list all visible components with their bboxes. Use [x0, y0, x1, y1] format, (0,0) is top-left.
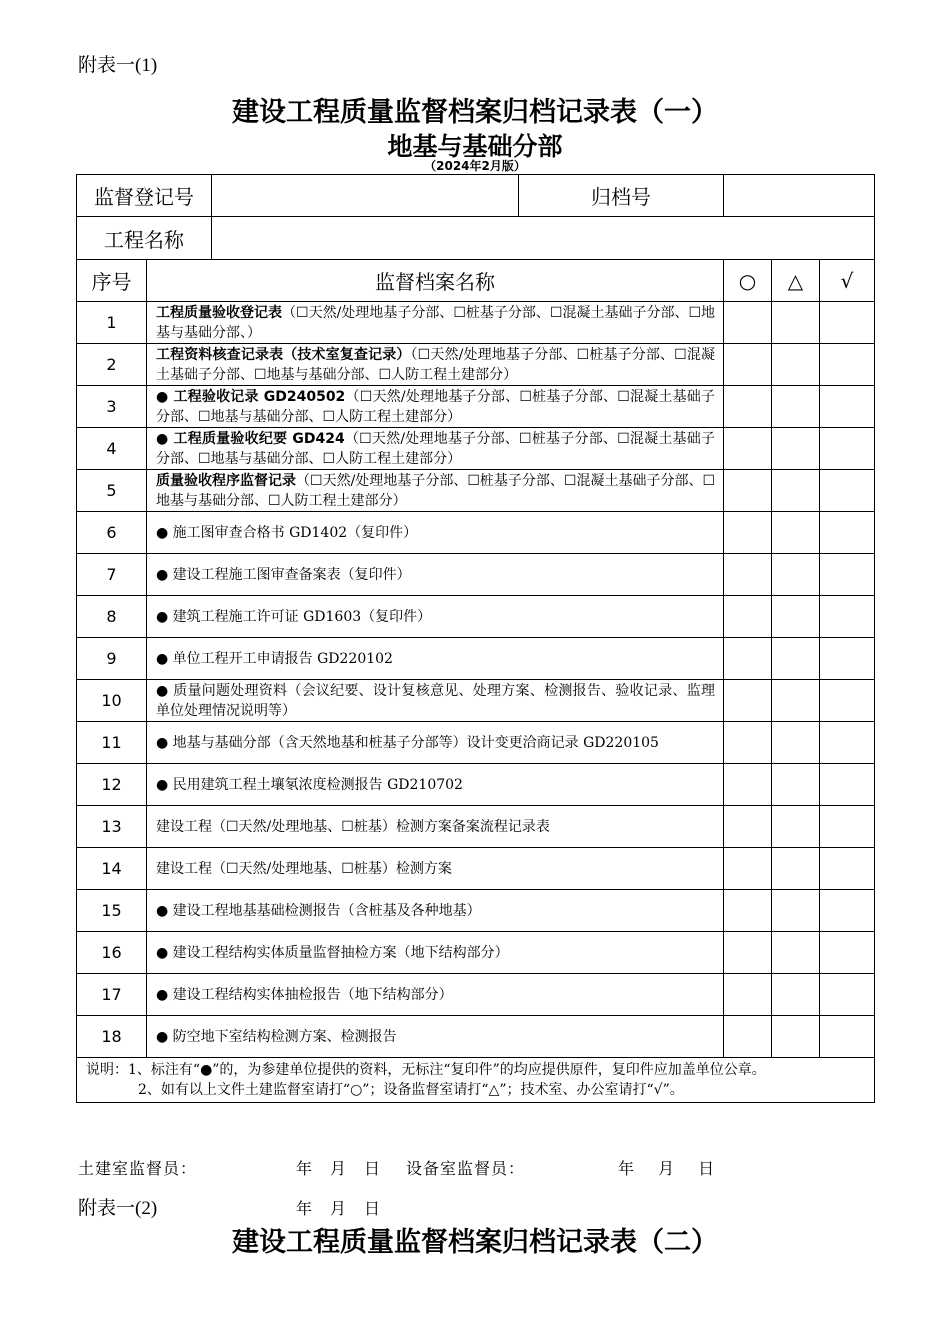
document-name	[147, 764, 724, 806]
check-mark-cell[interactable]	[820, 806, 875, 848]
table-row	[77, 638, 875, 680]
archive-no-field[interactable]	[724, 175, 875, 217]
col-seq-header: 序号	[77, 260, 147, 302]
table-row	[77, 386, 875, 428]
table-row	[77, 1016, 875, 1058]
check-mark-cell[interactable]	[820, 470, 875, 512]
row-number: 8	[77, 596, 147, 638]
document-name-text: （☐天然/处理地基子分部、☐桩基子分部、☐混凝土基础子分部、☐地基与基础分部、☐人防工程土建部分）	[156, 430, 715, 467]
triangle-mark-cell[interactable]	[772, 428, 820, 470]
table-row	[77, 596, 875, 638]
row-number: 14	[77, 848, 147, 890]
circle-mark-cell[interactable]	[724, 344, 772, 386]
note-line-1: 说明：1、标注有“●”的，为参建单位提供的资料，无标注“复印件”的均应提供原件，复印件应加盖单位公章。	[86, 1062, 766, 1078]
table-row	[77, 848, 875, 890]
check-mark-cell[interactable]	[820, 932, 875, 974]
document-name-text: ● 施工图审查合格书 GD1402（复印件）	[156, 524, 418, 541]
document-name-text: ● 建设工程施工图审查备案表（复印件）	[156, 566, 411, 583]
table-row	[77, 302, 875, 344]
document-name	[147, 470, 724, 512]
civil-supervisor-label: 土建室监督员：	[78, 1159, 198, 1178]
row-number: 6	[77, 512, 147, 554]
triangle-mark-cell[interactable]	[772, 554, 820, 596]
triangle-mark-header: △	[772, 260, 820, 302]
row-number: 7	[77, 554, 147, 596]
check-mark-cell[interactable]	[820, 890, 875, 932]
document-name	[147, 806, 724, 848]
document-name-text: ● 建设工程结构实体质量监督抽检方案（地下结构部分）	[156, 944, 509, 961]
circle-mark-cell[interactable]	[724, 386, 772, 428]
document-name	[147, 554, 724, 596]
project-row	[77, 217, 875, 260]
document-name	[147, 512, 724, 554]
document-name-bold: 工程质量验收登记表	[156, 304, 283, 321]
row-number: 2	[77, 344, 147, 386]
document-name-text: （☐天然/处理地基子分部、☐桩基子分部、☐混凝土基础子分部、☐地基与基础分部、☐人防工程土建部分）	[156, 472, 716, 509]
col-name-header: 监督档案名称	[147, 260, 724, 302]
document-name	[147, 1016, 724, 1058]
row-number: 15	[77, 890, 147, 932]
triangle-mark-cell[interactable]	[772, 974, 820, 1016]
equip-supervisor-date: 年 月 日	[618, 1159, 716, 1178]
check-mark-cell[interactable]	[820, 596, 875, 638]
table-row	[77, 554, 875, 596]
triangle-mark-cell[interactable]	[772, 932, 820, 974]
document-name-text: （☐天然/处理地基子分部、☐桩基子分部、☐混凝土基础子分部、☐地基与基础分部、☐人防工程土建部分）	[156, 346, 715, 383]
attachment-2-date: 年 月 日	[296, 1199, 382, 1218]
document-name-bold: 工程资料核查记录表（技术室复查记录）	[156, 346, 411, 363]
triangle-mark-cell[interactable]	[772, 344, 820, 386]
document-name	[147, 932, 724, 974]
circle-mark-cell[interactable]	[724, 428, 772, 470]
document-name-text: ● 地基与基础分部（含天然地基和桩基子分部等）设计变更洽商记录 GD220105	[156, 734, 659, 751]
document-name-bold: ● 工程质量验收纪要 GD424	[156, 430, 345, 447]
circle-mark-cell[interactable]	[724, 638, 772, 680]
registration-row	[77, 175, 875, 217]
check-mark-cell[interactable]	[820, 1016, 875, 1058]
document-name	[147, 302, 724, 344]
check-mark-cell[interactable]	[820, 764, 875, 806]
circle-mark-cell[interactable]	[724, 470, 772, 512]
archive-record-table	[76, 174, 875, 1103]
row-number: 17	[77, 974, 147, 1016]
triangle-mark-cell[interactable]	[772, 512, 820, 554]
table-row	[77, 806, 875, 848]
document-name-text: （☐天然/处理地基子分部、☐桩基子分部、☐混凝土基础子分部、☐地基与基础分部、）	[156, 304, 716, 341]
document-name-text: ● 防空地下室结构检测方案、检测报告	[156, 1028, 397, 1045]
circle-mark-cell[interactable]	[724, 890, 772, 932]
project-name-field[interactable]	[212, 217, 875, 260]
row-number: 1	[77, 302, 147, 344]
document-name-text: ● 质量问题处理资料（会议纪要、设计复核意见、处理方案、检测报告、验收记录、监理单位处理情况说明等）	[156, 682, 715, 719]
version-label: （2024年2月版）	[424, 159, 526, 173]
document-name	[147, 974, 724, 1016]
circle-mark-header: ○	[724, 260, 772, 302]
document-name-bold: ● 工程验收记录 GD240502	[156, 388, 346, 405]
circle-mark-cell[interactable]	[724, 302, 772, 344]
triangle-mark-cell[interactable]	[772, 638, 820, 680]
triangle-mark-cell[interactable]	[772, 596, 820, 638]
check-mark-cell[interactable]	[820, 344, 875, 386]
triangle-mark-cell[interactable]	[772, 764, 820, 806]
document-name-bold: 质量验收程序监督记录	[156, 472, 297, 489]
notes-cell	[77, 1058, 875, 1103]
attachment-label-2: 附表一(2)	[78, 1198, 158, 1219]
triangle-mark-cell[interactable]	[772, 1016, 820, 1058]
reg-no-label: 监督登记号	[77, 175, 212, 217]
table-row	[77, 890, 875, 932]
check-mark-cell[interactable]	[820, 386, 875, 428]
check-mark-cell[interactable]	[820, 428, 875, 470]
document-name-text: ● 建设工程结构实体抽检报告（地下结构部分）	[156, 986, 453, 1003]
document-name	[147, 386, 724, 428]
check-mark-header: √	[820, 260, 875, 302]
document-name-text: （☐天然/处理地基子分部、☐桩基子分部、☐混凝土基础子分部、☐地基与基础分部、☐人防工程土建部分）	[156, 388, 715, 425]
circle-mark-cell[interactable]	[724, 932, 772, 974]
document-name	[147, 344, 724, 386]
document-name-text: ● 民用建筑工程土壤氡浓度检测报告 GD210702	[156, 776, 463, 793]
triangle-mark-cell[interactable]	[772, 890, 820, 932]
row-number: 4	[77, 428, 147, 470]
circle-mark-cell[interactable]	[724, 806, 772, 848]
check-mark-cell[interactable]	[820, 974, 875, 1016]
row-number: 18	[77, 1016, 147, 1058]
equip-supervisor-label: 设备室监督员：	[406, 1159, 526, 1178]
circle-mark-cell[interactable]	[724, 596, 772, 638]
civil-supervisor-date: 年 月 日	[296, 1159, 382, 1178]
check-mark-cell[interactable]	[820, 680, 875, 722]
triangle-mark-cell[interactable]	[772, 722, 820, 764]
document-name-text: 建设工程（☐天然/处理地基、☐桩基）检测方案	[156, 860, 452, 877]
table-row	[77, 764, 875, 806]
circle-mark-cell[interactable]	[724, 1016, 772, 1058]
circle-mark-cell[interactable]	[724, 974, 772, 1016]
check-mark-cell[interactable]	[820, 554, 875, 596]
row-number: 3	[77, 386, 147, 428]
circle-mark-cell[interactable]	[724, 554, 772, 596]
row-number: 11	[77, 722, 147, 764]
row-number: 9	[77, 638, 147, 680]
document-name	[147, 638, 724, 680]
check-mark-cell[interactable]	[820, 638, 875, 680]
table-row	[77, 344, 875, 386]
row-number: 13	[77, 806, 147, 848]
row-number: 16	[77, 932, 147, 974]
archive-no-label: 归档号	[519, 175, 724, 217]
document-name	[147, 890, 724, 932]
table-row	[77, 932, 875, 974]
row-number: 12	[77, 764, 147, 806]
note-line-2: 2、如有以上文件土建监督室请打“○”；设备监督室请打“△”；技术室、办公室请打“√”。	[138, 1082, 684, 1098]
triangle-mark-cell[interactable]	[772, 470, 820, 512]
column-header-row	[77, 260, 875, 302]
triangle-mark-cell[interactable]	[772, 386, 820, 428]
triangle-mark-cell[interactable]	[772, 806, 820, 848]
circle-mark-cell[interactable]	[724, 512, 772, 554]
check-mark-cell[interactable]	[820, 302, 875, 344]
document-name	[147, 722, 724, 764]
document-name-text: ● 建设工程地基基础检测报告（含桩基及各种地基）	[156, 902, 481, 919]
circle-mark-cell[interactable]	[724, 848, 772, 890]
attachment-label: 附表一(1)	[78, 55, 158, 76]
document-name	[147, 596, 724, 638]
project-name-label: 工程名称	[77, 217, 212, 260]
form-title: 建设工程质量监督档案归档记录表（一）	[232, 97, 718, 128]
table-row	[77, 974, 875, 1016]
reg-no-field[interactable]	[212, 175, 519, 217]
document-name	[147, 680, 724, 722]
table-row	[77, 512, 875, 554]
document-name	[147, 428, 724, 470]
table-row	[77, 470, 875, 512]
circle-mark-cell[interactable]	[724, 764, 772, 806]
check-mark-cell[interactable]	[820, 722, 875, 764]
table-row	[77, 428, 875, 470]
row-number: 10	[77, 680, 147, 722]
notes-row	[77, 1058, 875, 1103]
document-name-text: ● 单位工程开工申请报告 GD220102	[156, 650, 393, 667]
circle-mark-cell[interactable]	[724, 680, 772, 722]
check-mark-cell[interactable]	[820, 848, 875, 890]
form-title-2: 建设工程质量监督档案归档记录表（二）	[232, 1227, 718, 1258]
document-name-text: 建设工程（☐天然/处理地基、☐桩基）检测方案备案流程记录表	[156, 818, 550, 835]
row-number: 5	[77, 470, 147, 512]
table-row	[77, 722, 875, 764]
document-name-text: ● 建筑工程施工许可证 GD1603（复印件）	[156, 608, 432, 625]
table-row	[77, 680, 875, 722]
triangle-mark-cell[interactable]	[772, 302, 820, 344]
check-mark-cell[interactable]	[820, 512, 875, 554]
triangle-mark-cell[interactable]	[772, 848, 820, 890]
form-subtitle: 地基与基础分部	[387, 132, 563, 161]
triangle-mark-cell[interactable]	[772, 680, 820, 722]
document-name	[147, 848, 724, 890]
circle-mark-cell[interactable]	[724, 722, 772, 764]
